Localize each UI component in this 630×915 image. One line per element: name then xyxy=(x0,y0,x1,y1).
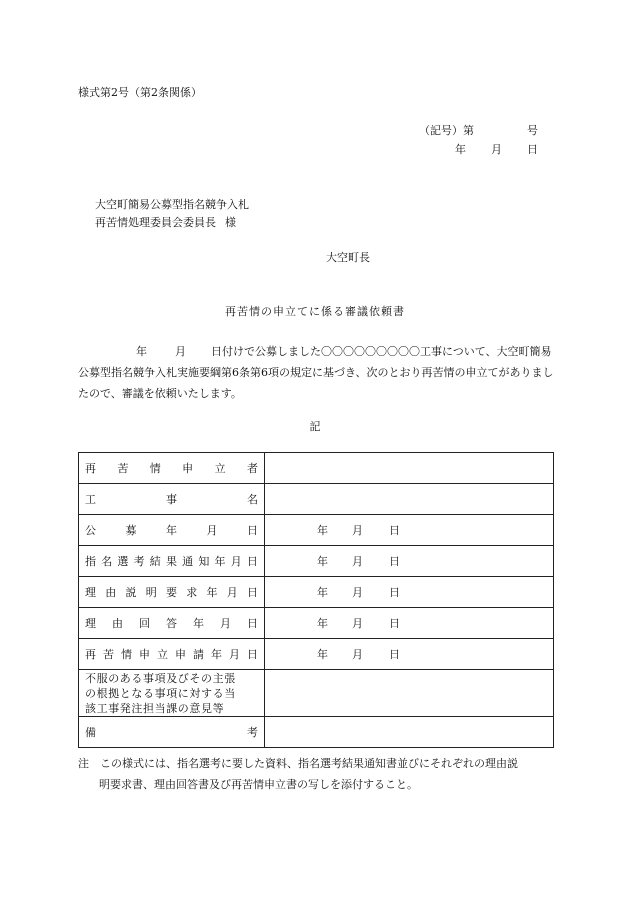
row-value[interactable] xyxy=(265,453,554,484)
body-year: 年 xyxy=(136,345,147,358)
addressee-title: 再苦情処理委員会委員長 xyxy=(95,216,216,229)
row-label-line: 該工事発注担当課の意見等 xyxy=(85,701,225,715)
date-unit-year: 年 xyxy=(317,524,328,537)
row-value[interactable] xyxy=(265,717,554,748)
row-label-line: 不服のある事項及びその主張 xyxy=(85,671,236,685)
form-number: 様式第2号（第2条関係） xyxy=(78,86,202,99)
row-label-text: 理 由 説 明 要 求 年 月 日 xyxy=(85,586,258,599)
reference-suffix: 号 xyxy=(527,124,538,137)
table-row xyxy=(79,608,554,639)
row-label xyxy=(79,453,265,484)
row-label-text: 指 名 選 考 結 果 通 知 年 月 日 xyxy=(85,555,258,568)
date-unit-year: 年 xyxy=(317,586,328,599)
table-row xyxy=(79,717,554,748)
table-row xyxy=(79,453,554,484)
row-label xyxy=(79,515,265,546)
sender: 大空町長 xyxy=(326,251,370,264)
row-label xyxy=(79,639,265,670)
request-table-body xyxy=(79,453,554,748)
date-unit-year: 年 xyxy=(317,648,328,661)
table-row xyxy=(79,515,554,546)
addressee-honorific: 様 xyxy=(225,216,236,229)
row-label-line: の根拠となる事項に対する当 xyxy=(85,686,236,700)
date-unit-day: 日 xyxy=(389,555,400,568)
row-label xyxy=(79,608,265,639)
row-label-text: 再 苦 情 申 立 者 xyxy=(85,462,258,475)
row-value[interactable] xyxy=(265,577,554,608)
addressee-line1: 大空町簡易公募型指名競争入札 xyxy=(95,198,249,211)
table-row xyxy=(79,670,554,717)
row-value[interactable] xyxy=(265,484,554,515)
reference-prefix: （記号）第 xyxy=(419,124,474,137)
note-line2: 明要求書、理由回答書及び再苦情申立書の写しを添付すること。 xyxy=(99,778,418,791)
row-label xyxy=(79,546,265,577)
row-value[interactable] xyxy=(265,608,554,639)
date-unit-month: 月 xyxy=(352,617,363,630)
row-label-text: 備 考 xyxy=(85,726,258,739)
note-line1: 注 この様式には、指名選考に要した資料、指名選考結果通知書並びにそれぞれの理由説 xyxy=(78,757,518,770)
date-unit-month: 月 xyxy=(352,648,363,661)
row-label xyxy=(79,484,265,515)
row-label xyxy=(79,577,265,608)
addressee-line2 xyxy=(95,214,236,230)
row-value[interactable] xyxy=(265,670,554,717)
row-label xyxy=(79,717,265,748)
row-value[interactable] xyxy=(265,546,554,577)
row-label-text: 再 苦 情 申 立 申 請 年 月 日 xyxy=(85,648,258,661)
table-row xyxy=(79,639,554,670)
date-unit-month: 月 xyxy=(352,555,363,568)
date-unit-month: 月 xyxy=(352,524,363,537)
date-unit-day: 日 xyxy=(389,617,400,630)
table-row xyxy=(79,546,554,577)
row-label-text: 理 由 回 答 年 月 日 xyxy=(85,617,258,630)
date-unit-year: 年 xyxy=(317,555,328,568)
row-label xyxy=(79,670,265,717)
date-unit-year: 年 xyxy=(317,617,328,630)
note xyxy=(78,753,558,795)
table-row xyxy=(79,484,554,515)
issue-date-month: 月 xyxy=(491,143,502,156)
date-unit-day: 日 xyxy=(389,648,400,661)
issue-date-day: 日 xyxy=(527,143,538,156)
body-paragraph xyxy=(78,341,554,404)
row-label-text: 工 事 名 xyxy=(85,493,258,506)
date-unit-day: 日 xyxy=(389,524,400,537)
body-text: 日付けで公募しました〇〇〇〇〇〇〇〇〇工事について、大空町簡易公募型指名競争入札実施要綱第6条第6項の規定に基づき、次のとおり再苦情の申立てがありましたので、審議を依頼いたします。 xyxy=(78,345,554,400)
table-row xyxy=(79,577,554,608)
date-unit-day: 日 xyxy=(389,586,400,599)
row-label-text: 公 募 年 月 日 xyxy=(85,524,258,537)
document-title: 再苦情の申立てに係る審議依頼書 xyxy=(225,305,405,318)
row-value[interactable] xyxy=(265,639,554,670)
body-month: 月 xyxy=(175,345,186,358)
issue-date xyxy=(455,141,538,157)
issue-date-year: 年 xyxy=(455,143,466,156)
request-table xyxy=(78,452,554,748)
row-value[interactable] xyxy=(265,515,554,546)
date-unit-month: 月 xyxy=(352,586,363,599)
ki-heading: 記 xyxy=(309,420,321,433)
